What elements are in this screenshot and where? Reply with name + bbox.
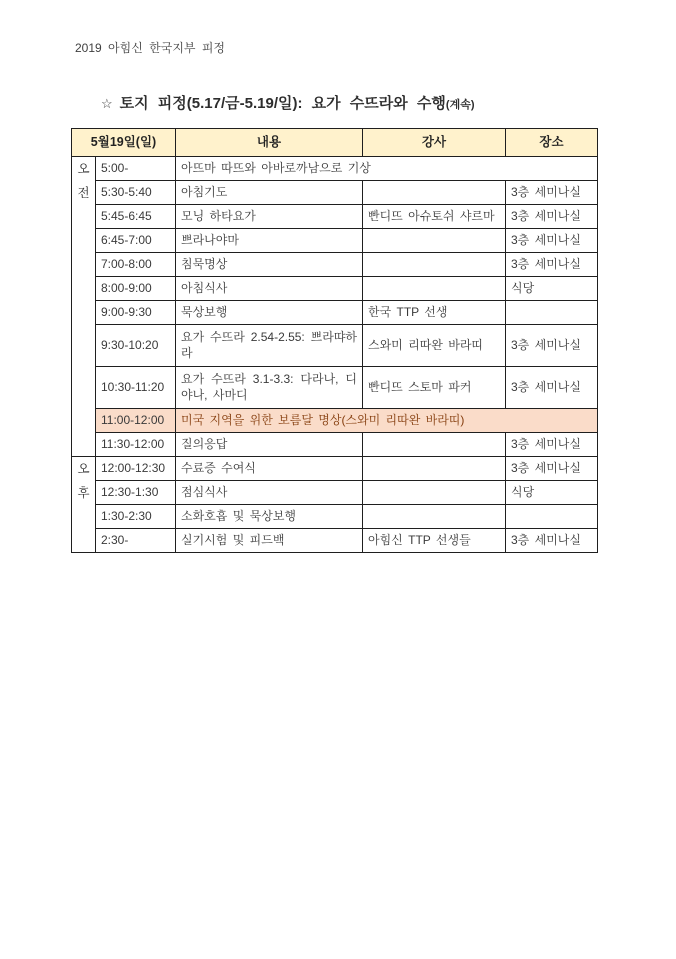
table-row [72,277,598,301]
time-cell: 2:30- [96,529,176,553]
table-row [72,433,598,457]
time-cell: 10:30-11:20 [96,367,176,409]
column-header-date: 5월19일(일) [72,129,176,157]
instructor-cell [363,505,506,529]
table-row [72,367,598,409]
content-cell: 아침기도 [176,181,363,205]
time-cell: 8:00-9:00 [96,277,176,301]
instructor-cell: 아힘신 TTP 선생들 [363,529,506,553]
time-cell: 6:45-7:00 [96,229,176,253]
location-cell: 식당 [506,481,598,505]
location-cell: 3층 세미나실 [506,325,598,367]
page-title [101,92,474,113]
content-cell: 아뜨마 따뜨와 아바로까남으로 기상 [176,157,598,181]
period-cell: 오 전 [72,157,96,457]
instructor-cell [363,253,506,277]
instructor-cell: 스와미 리따완 바라띠 [363,325,506,367]
instructor-cell: 빤디뜨 아슈토쉬 샤르마 [363,205,506,229]
content-cell: 침묵명상 [176,253,363,277]
content-cell: 요가 수뜨라 3.1-3.3: 다라나, 디야나, 사마디 [176,367,363,409]
location-cell: 3층 세미나실 [506,457,598,481]
column-header-content: 내용 [176,129,363,157]
page-title-text: 토지 피정(5.17/금-5.19/일): 요가 수뜨라와 수행 [119,95,446,112]
content-cell: 질의응답 [176,433,363,457]
content-cell: 소화호흡 및 묵상보행 [176,505,363,529]
table-row [72,505,598,529]
document-header-line: 2019 아힘신 한국지부 피정 [75,41,226,55]
location-cell: 3층 세미나실 [506,205,598,229]
column-header-instructor: 강사 [363,129,506,157]
location-cell [506,505,598,529]
location-cell: 3층 세미나실 [506,253,598,277]
instructor-cell [363,229,506,253]
table-row [72,205,598,229]
instructor-cell [363,481,506,505]
table-row [72,529,598,553]
column-header-location: 장소 [506,129,598,157]
location-cell: 3층 세미나실 [506,229,598,253]
instructor-cell: 한국 TTP 선생 [363,301,506,325]
content-cell: 묵상보행 [176,301,363,325]
table-row [72,301,598,325]
content-cell: 모닝 하타요가 [176,205,363,229]
table-row [72,409,598,433]
content-cell: 요가 수뜨라 2.54-2.55: 쁘라땨하라 [176,325,363,367]
table-row [72,481,598,505]
time-cell: 11:00-12:00 [96,409,176,433]
instructor-cell [363,277,506,301]
table-header-row [72,129,598,157]
period-cell: 오 후 [72,457,96,553]
table-row [72,253,598,277]
table-row [72,181,598,205]
star-icon: ☆ [101,96,113,111]
time-cell: 5:30-5:40 [96,181,176,205]
schedule-table [71,128,598,553]
content-cell: 수료증 수여식 [176,457,363,481]
instructor-cell [363,433,506,457]
instructor-cell [363,457,506,481]
location-cell: 식당 [506,277,598,301]
content-cell: 실기시험 및 피드백 [176,529,363,553]
content-cell: 미국 지역을 위한 보름달 명상(스와미 리따완 바라띠) [176,409,598,433]
location-cell: 3층 세미나실 [506,433,598,457]
content-cell: 점심식사 [176,481,363,505]
time-cell: 11:30-12:00 [96,433,176,457]
location-cell: 3층 세미나실 [506,181,598,205]
time-cell: 1:30-2:30 [96,505,176,529]
location-cell [506,301,598,325]
location-cell: 3층 세미나실 [506,529,598,553]
instructor-cell [363,181,506,205]
time-cell: 5:45-6:45 [96,205,176,229]
content-cell: 아침식사 [176,277,363,301]
table-row [72,157,598,181]
content-cell: 쁘라나야마 [176,229,363,253]
time-cell: 12:30-1:30 [96,481,176,505]
location-cell: 3층 세미나실 [506,367,598,409]
time-cell: 9:30-10:20 [96,325,176,367]
time-cell: 12:00-12:30 [96,457,176,481]
time-cell: 5:00- [96,157,176,181]
table-row [72,457,598,481]
table-row [72,229,598,253]
page-title-suffix: (계속) [445,99,475,111]
instructor-cell: 빤디뜨 스토마 파커 [363,367,506,409]
time-cell: 9:00-9:30 [96,301,176,325]
table-row [72,325,598,367]
time-cell: 7:00-8:00 [96,253,176,277]
